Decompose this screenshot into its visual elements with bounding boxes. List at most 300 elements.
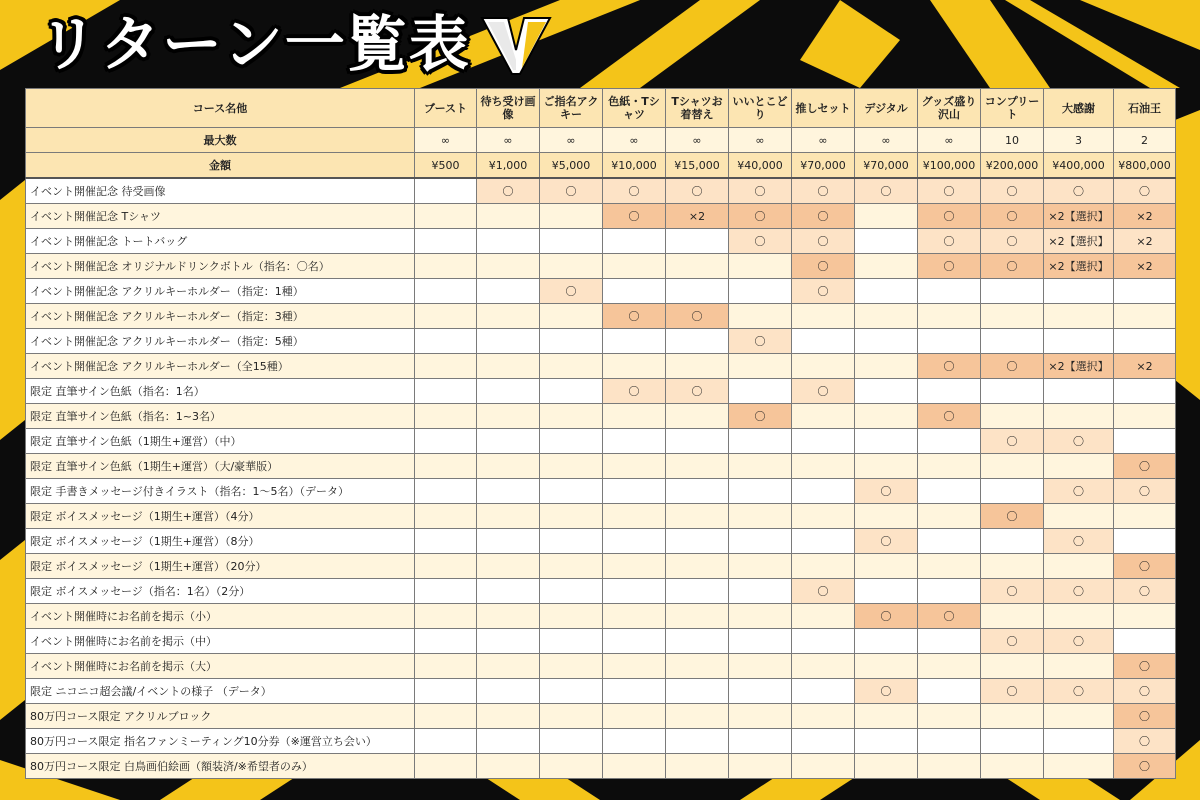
return-mark-cell <box>415 254 477 279</box>
return-mark-cell <box>477 329 540 354</box>
return-mark-cell <box>918 629 981 654</box>
return-mark-cell <box>1114 529 1176 554</box>
return-item-name: イベント開催記念 Tシャツ <box>26 204 415 229</box>
return-mark-cell <box>477 279 540 304</box>
table-row <box>26 479 1176 504</box>
return-mark-cell <box>666 229 729 254</box>
return-item-name: 80万円コース限定 白鳥画伯絵画（額装済/※希望者のみ） <box>26 754 415 779</box>
table-row <box>26 178 1176 204</box>
return-mark-cell <box>729 429 792 454</box>
price-cell: ¥1,000 <box>477 153 540 179</box>
return-mark-cell: 〇 <box>729 329 792 354</box>
return-mark-cell <box>1114 304 1176 329</box>
course-name-cell: いいとこどり <box>729 89 792 128</box>
price-cell: ¥40,000 <box>729 153 792 179</box>
return-mark-cell <box>792 329 855 354</box>
return-mark-cell: ×2 <box>1114 354 1176 379</box>
return-mark-cell: 〇 <box>1114 704 1176 729</box>
return-mark-cell <box>729 554 792 579</box>
return-mark-cell <box>477 379 540 404</box>
return-mark-cell <box>477 504 540 529</box>
v-logo-icon <box>480 14 552 78</box>
page-title: リターン一覧表 <box>38 10 471 80</box>
return-item-name: イベント開催記念 オリジナルドリンクボトル（指名：〇名） <box>26 254 415 279</box>
return-mark-cell <box>981 379 1044 404</box>
return-mark-cell <box>477 304 540 329</box>
return-mark-cell <box>540 554 603 579</box>
return-mark-cell <box>918 454 981 479</box>
return-mark-cell <box>540 729 603 754</box>
return-item-name: 限定 直筆サイン色紙（1期生+運営）（中） <box>26 429 415 454</box>
return-mark-cell <box>855 729 918 754</box>
return-mark-cell <box>666 404 729 429</box>
return-mark-cell <box>918 679 981 704</box>
return-mark-cell: 〇 <box>918 204 981 229</box>
return-mark-cell <box>603 429 666 454</box>
return-item-name: 限定 直筆サイン色紙（指名：1~3名） <box>26 404 415 429</box>
returns-table <box>25 88 1176 779</box>
return-mark-cell <box>792 479 855 504</box>
return-mark-cell <box>666 429 729 454</box>
return-mark-cell <box>415 579 477 604</box>
max-count-cell: ∞ <box>666 128 729 153</box>
return-mark-cell <box>918 329 981 354</box>
return-mark-cell <box>477 654 540 679</box>
course-name-cell: グッズ盛り沢山 <box>918 89 981 128</box>
return-mark-cell <box>729 679 792 704</box>
max-count-row <box>26 128 1176 153</box>
return-mark-cell <box>792 404 855 429</box>
return-mark-cell: ×2【選択】 <box>1044 204 1114 229</box>
return-mark-cell <box>603 254 666 279</box>
return-mark-cell: 〇 <box>603 379 666 404</box>
course-name-cell: デジタル <box>855 89 918 128</box>
return-mark-cell <box>1044 504 1114 529</box>
return-mark-cell <box>540 404 603 429</box>
return-mark-cell <box>540 379 603 404</box>
return-mark-cell <box>1114 329 1176 354</box>
return-mark-cell: 〇 <box>603 204 666 229</box>
return-mark-cell: 〇 <box>729 229 792 254</box>
table-header-row <box>26 89 1176 128</box>
return-mark-cell <box>603 454 666 479</box>
price-row <box>26 153 1176 179</box>
return-item-name: イベント開催記念 アクリルキーホルダー（指定：5種） <box>26 329 415 354</box>
return-mark-cell <box>918 479 981 504</box>
return-mark-cell <box>540 504 603 529</box>
return-mark-cell <box>540 704 603 729</box>
return-mark-cell <box>918 304 981 329</box>
return-mark-cell: 〇 <box>792 579 855 604</box>
return-mark-cell <box>540 329 603 354</box>
return-mark-cell: 〇 <box>1114 454 1176 479</box>
return-mark-cell: 〇 <box>1114 554 1176 579</box>
return-mark-cell <box>981 554 1044 579</box>
return-mark-cell <box>981 729 1044 754</box>
return-mark-cell <box>477 629 540 654</box>
return-mark-cell: ×2 <box>1114 254 1176 279</box>
return-mark-cell: 〇 <box>540 279 603 304</box>
return-mark-cell <box>603 604 666 629</box>
return-mark-cell <box>1114 279 1176 304</box>
return-mark-cell: 〇 <box>792 178 855 204</box>
max-count-cell: ∞ <box>918 128 981 153</box>
return-mark-cell <box>415 704 477 729</box>
return-mark-cell: 〇 <box>918 178 981 204</box>
return-mark-cell <box>540 654 603 679</box>
return-mark-cell <box>855 204 918 229</box>
table-row <box>26 204 1176 229</box>
return-mark-cell: 〇 <box>729 404 792 429</box>
return-mark-cell <box>729 654 792 679</box>
return-mark-cell <box>981 479 1044 504</box>
return-item-name: イベント開催記念 アクリルキーホルダー（全15種） <box>26 354 415 379</box>
return-mark-cell: 〇 <box>855 679 918 704</box>
return-mark-cell <box>415 204 477 229</box>
return-item-name: 限定 ボイスメッセージ（1期生+運営）（4分） <box>26 504 415 529</box>
return-mark-cell <box>918 279 981 304</box>
return-mark-cell <box>415 479 477 504</box>
price-cell: ¥500 <box>415 153 477 179</box>
table-row <box>26 704 1176 729</box>
return-mark-cell <box>477 704 540 729</box>
table-row <box>26 454 1176 479</box>
return-mark-cell: 〇 <box>855 604 918 629</box>
return-mark-cell <box>1044 554 1114 579</box>
return-mark-cell <box>1114 604 1176 629</box>
return-item-name: 80万円コース限定 指名ファンミーティング10分券（※運営立ち会い） <box>26 729 415 754</box>
table-row <box>26 404 1176 429</box>
return-mark-cell <box>415 178 477 204</box>
return-mark-cell: 〇 <box>792 254 855 279</box>
return-mark-cell <box>666 354 729 379</box>
return-mark-cell <box>729 579 792 604</box>
return-mark-cell <box>477 729 540 754</box>
course-name-cell: ご指名アクキー <box>540 89 603 128</box>
return-mark-cell <box>729 754 792 779</box>
return-item-name: 限定 ニコニコ超会議/イベントの様子 （データ） <box>26 679 415 704</box>
table-row <box>26 329 1176 354</box>
return-mark-cell: 〇 <box>1044 429 1114 454</box>
return-mark-cell <box>666 554 729 579</box>
table-row <box>26 279 1176 304</box>
return-mark-cell <box>540 254 603 279</box>
return-mark-cell <box>792 604 855 629</box>
return-mark-cell <box>792 429 855 454</box>
return-mark-cell <box>666 754 729 779</box>
return-mark-cell <box>603 479 666 504</box>
return-mark-cell <box>729 729 792 754</box>
return-mark-cell <box>603 704 666 729</box>
max-count-cell: ∞ <box>792 128 855 153</box>
max-count-cell: 2 <box>1114 128 1176 153</box>
return-mark-cell <box>729 704 792 729</box>
return-mark-cell: ×2【選択】 <box>1044 229 1114 254</box>
return-mark-cell <box>666 329 729 354</box>
return-mark-cell <box>603 654 666 679</box>
return-mark-cell <box>666 279 729 304</box>
max-count-cell: ∞ <box>729 128 792 153</box>
return-mark-cell <box>666 679 729 704</box>
return-mark-cell <box>855 329 918 354</box>
return-mark-cell <box>540 679 603 704</box>
return-item-name: 限定 ボイスメッセージ（1期生+運営）（20分） <box>26 554 415 579</box>
return-mark-cell: 〇 <box>918 604 981 629</box>
table-row <box>26 604 1176 629</box>
table-row <box>26 504 1176 529</box>
return-mark-cell <box>918 729 981 754</box>
return-mark-cell <box>666 454 729 479</box>
return-mark-cell <box>666 504 729 529</box>
return-mark-cell <box>415 329 477 354</box>
return-mark-cell <box>918 429 981 454</box>
return-mark-cell <box>981 604 1044 629</box>
return-mark-cell <box>666 604 729 629</box>
return-mark-cell <box>792 654 855 679</box>
return-mark-cell <box>415 629 477 654</box>
return-mark-cell <box>477 479 540 504</box>
return-item-name: 限定 手書きメッセージ付きイラスト（指名：1～5名）（データ） <box>26 479 415 504</box>
course-name-cell: 石油王 <box>1114 89 1176 128</box>
price-cell: ¥70,000 <box>855 153 918 179</box>
return-mark-cell: 〇 <box>729 204 792 229</box>
return-mark-cell <box>792 754 855 779</box>
return-mark-cell: 〇 <box>1044 579 1114 604</box>
return-mark-cell <box>792 354 855 379</box>
return-mark-cell <box>1114 629 1176 654</box>
return-mark-cell <box>540 579 603 604</box>
return-mark-cell: 〇 <box>918 354 981 379</box>
header-course-label: コース名他 <box>26 89 415 128</box>
return-mark-cell <box>477 554 540 579</box>
return-mark-cell <box>981 279 1044 304</box>
max-count-label: 最大数 <box>26 128 415 153</box>
table-row <box>26 429 1176 454</box>
return-item-name: 限定 ボイスメッセージ（指名：1名）（2分） <box>26 579 415 604</box>
return-mark-cell: ×2 <box>1114 204 1176 229</box>
return-mark-cell <box>1044 454 1114 479</box>
return-mark-cell: 〇 <box>1114 754 1176 779</box>
return-mark-cell: 〇 <box>729 178 792 204</box>
return-mark-cell <box>855 379 918 404</box>
return-mark-cell <box>603 754 666 779</box>
course-name-cell: Tシャツお着替え <box>666 89 729 128</box>
return-mark-cell <box>415 754 477 779</box>
max-count-cell: ∞ <box>603 128 666 153</box>
return-mark-cell <box>1114 429 1176 454</box>
table-row <box>26 354 1176 379</box>
return-mark-cell <box>855 579 918 604</box>
max-count-cell: ∞ <box>477 128 540 153</box>
return-mark-cell <box>855 304 918 329</box>
return-mark-cell: ×2【選択】 <box>1044 354 1114 379</box>
return-mark-cell: 〇 <box>981 504 1044 529</box>
return-mark-cell <box>981 329 1044 354</box>
return-mark-cell <box>603 404 666 429</box>
table-row <box>26 304 1176 329</box>
return-mark-cell: ×2 <box>1114 229 1176 254</box>
return-item-name: イベント開催時にお名前を掲示（小） <box>26 604 415 629</box>
table-row <box>26 754 1176 779</box>
return-mark-cell <box>792 529 855 554</box>
return-mark-cell <box>1044 604 1114 629</box>
table-row <box>26 679 1176 704</box>
return-mark-cell: 〇 <box>1114 479 1176 504</box>
return-mark-cell <box>415 504 477 529</box>
return-mark-cell: 〇 <box>603 178 666 204</box>
return-item-name: 限定 直筆サイン色紙（指名：1名） <box>26 379 415 404</box>
return-mark-cell <box>415 529 477 554</box>
return-mark-cell <box>1114 379 1176 404</box>
return-mark-cell <box>729 304 792 329</box>
return-mark-cell <box>540 454 603 479</box>
course-name-cell: コンプリート <box>981 89 1044 128</box>
return-mark-cell <box>1044 704 1114 729</box>
return-item-name: 限定 直筆サイン色紙（1期生+運営）（大/豪華版） <box>26 454 415 479</box>
return-item-name: イベント開催記念 トートバッグ <box>26 229 415 254</box>
return-mark-cell <box>477 429 540 454</box>
return-mark-cell <box>792 704 855 729</box>
return-mark-cell <box>603 679 666 704</box>
return-mark-cell: 〇 <box>1044 529 1114 554</box>
return-mark-cell <box>729 629 792 654</box>
return-mark-cell <box>981 529 1044 554</box>
return-mark-cell: 〇 <box>666 304 729 329</box>
return-mark-cell: 〇 <box>981 679 1044 704</box>
return-mark-cell <box>918 554 981 579</box>
return-mark-cell <box>540 604 603 629</box>
return-mark-cell <box>729 454 792 479</box>
return-mark-cell <box>855 354 918 379</box>
return-mark-cell <box>792 454 855 479</box>
return-mark-cell: 〇 <box>1114 729 1176 754</box>
return-mark-cell: 〇 <box>981 629 1044 654</box>
return-mark-cell <box>729 254 792 279</box>
return-mark-cell <box>603 504 666 529</box>
return-mark-cell <box>603 629 666 654</box>
return-mark-cell <box>415 729 477 754</box>
return-mark-cell <box>540 429 603 454</box>
return-mark-cell <box>603 529 666 554</box>
return-mark-cell <box>1044 379 1114 404</box>
return-mark-cell <box>415 454 477 479</box>
return-mark-cell: 〇 <box>1044 479 1114 504</box>
table-row <box>26 629 1176 654</box>
return-mark-cell <box>1114 504 1176 529</box>
return-mark-cell <box>415 404 477 429</box>
return-mark-cell <box>540 754 603 779</box>
return-mark-cell <box>415 604 477 629</box>
return-mark-cell <box>981 704 1044 729</box>
table-row <box>26 729 1176 754</box>
return-mark-cell <box>792 729 855 754</box>
return-mark-cell: ×2 <box>666 204 729 229</box>
return-mark-cell: 〇 <box>1114 178 1176 204</box>
return-mark-cell <box>666 654 729 679</box>
return-mark-cell <box>729 529 792 554</box>
return-mark-cell <box>415 679 477 704</box>
return-mark-cell <box>855 654 918 679</box>
return-mark-cell <box>981 304 1044 329</box>
return-mark-cell <box>981 754 1044 779</box>
return-mark-cell <box>1044 729 1114 754</box>
return-mark-cell <box>415 554 477 579</box>
return-mark-cell <box>855 504 918 529</box>
price-cell: ¥70,000 <box>792 153 855 179</box>
return-mark-cell <box>1044 654 1114 679</box>
max-count-cell: 3 <box>1044 128 1114 153</box>
return-mark-cell: 〇 <box>981 354 1044 379</box>
return-mark-cell <box>540 479 603 504</box>
return-mark-cell: 〇 <box>1044 178 1114 204</box>
return-mark-cell <box>855 704 918 729</box>
return-mark-cell: 〇 <box>918 254 981 279</box>
return-mark-cell <box>477 679 540 704</box>
return-mark-cell <box>415 304 477 329</box>
return-mark-cell <box>477 229 540 254</box>
return-mark-cell <box>729 379 792 404</box>
return-mark-cell <box>792 554 855 579</box>
return-mark-cell <box>415 354 477 379</box>
return-mark-cell <box>1044 304 1114 329</box>
price-cell: ¥10,000 <box>603 153 666 179</box>
table-row <box>26 229 1176 254</box>
return-mark-cell: ×2【選択】 <box>1044 254 1114 279</box>
return-mark-cell: 〇 <box>792 229 855 254</box>
course-name-cell: ブースト <box>415 89 477 128</box>
return-mark-cell <box>540 304 603 329</box>
return-mark-cell <box>540 229 603 254</box>
return-mark-cell <box>918 579 981 604</box>
return-mark-cell <box>729 479 792 504</box>
max-count-cell: ∞ <box>855 128 918 153</box>
return-mark-cell <box>477 579 540 604</box>
return-mark-cell <box>918 704 981 729</box>
return-mark-cell <box>415 429 477 454</box>
return-mark-cell <box>603 329 666 354</box>
course-name-cell: 色紙・Tシャツ <box>603 89 666 128</box>
return-mark-cell <box>729 279 792 304</box>
return-mark-cell <box>603 579 666 604</box>
return-mark-cell <box>477 604 540 629</box>
table-row <box>26 554 1176 579</box>
course-name-cell: 待ち受け画像 <box>477 89 540 128</box>
course-name-cell: 推しセット <box>792 89 855 128</box>
return-item-name: 限定 ボイスメッセージ（1期生+運営）（8分） <box>26 529 415 554</box>
return-mark-cell <box>415 229 477 254</box>
return-mark-cell <box>1044 279 1114 304</box>
return-mark-cell: 〇 <box>792 204 855 229</box>
return-item-name: イベント開催時にお名前を掲示（中） <box>26 629 415 654</box>
table-row <box>26 654 1176 679</box>
return-mark-cell <box>855 279 918 304</box>
return-mark-cell <box>981 404 1044 429</box>
return-item-name: イベント開催記念 待受画像 <box>26 178 415 204</box>
return-mark-cell <box>981 454 1044 479</box>
return-mark-cell <box>792 504 855 529</box>
return-mark-cell: 〇 <box>918 229 981 254</box>
return-mark-cell: 〇 <box>855 479 918 504</box>
return-item-name: イベント開催記念 アクリルキーホルダー（指定：1種） <box>26 279 415 304</box>
return-mark-cell <box>855 404 918 429</box>
return-mark-cell <box>918 754 981 779</box>
return-mark-cell <box>540 204 603 229</box>
price-cell: ¥400,000 <box>1044 153 1114 179</box>
max-count-cell: ∞ <box>540 128 603 153</box>
price-cell: ¥5,000 <box>540 153 603 179</box>
return-mark-cell <box>855 454 918 479</box>
return-mark-cell <box>918 379 981 404</box>
